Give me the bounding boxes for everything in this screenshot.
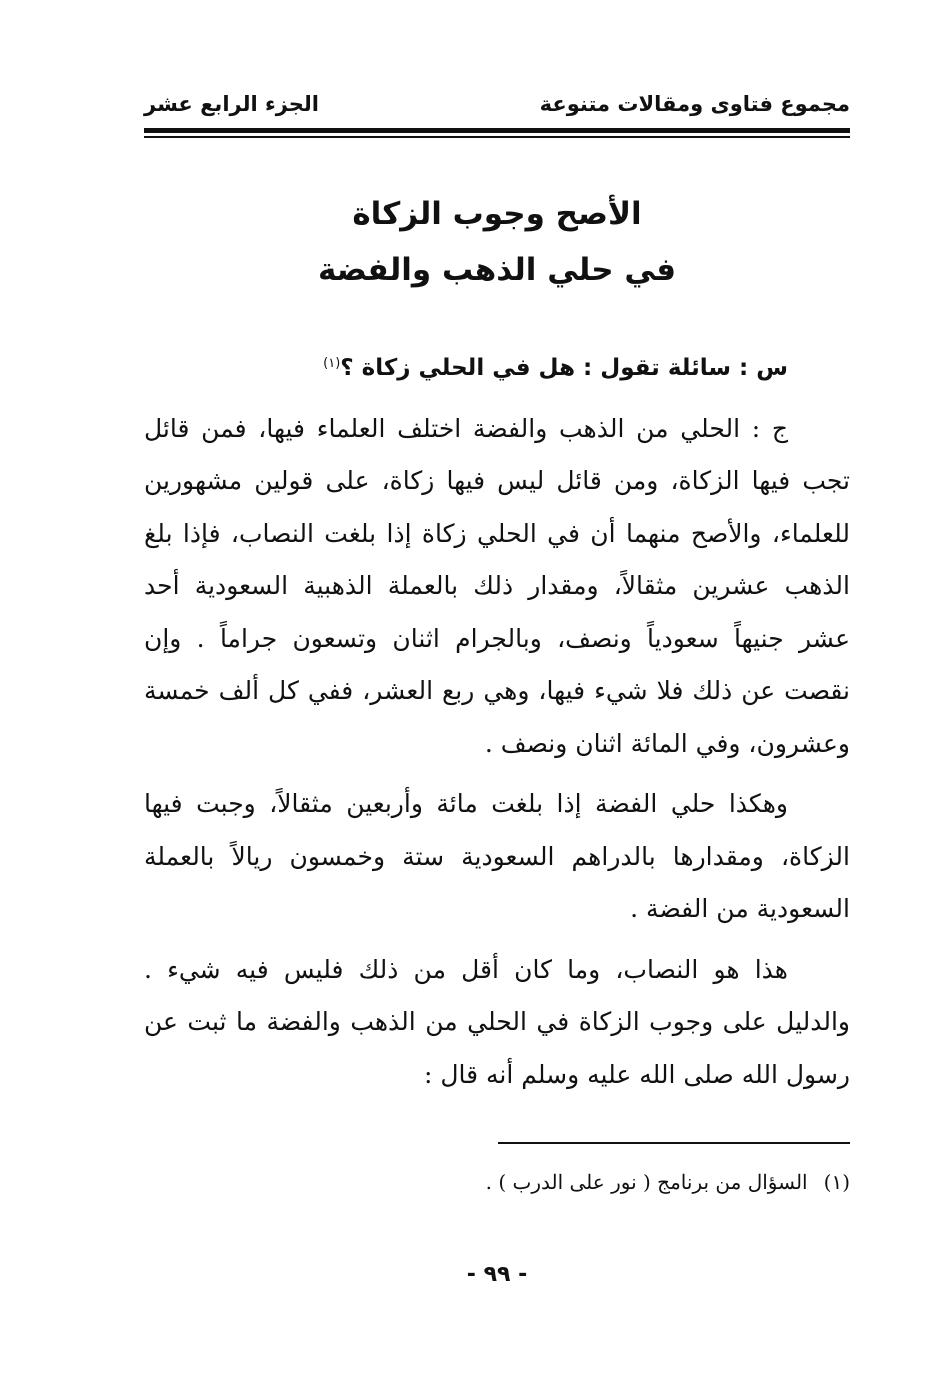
header-rule-thick [144, 128, 850, 133]
footnote-number: (١) [823, 1170, 850, 1194]
footnote [144, 1166, 850, 1198]
question-line [144, 342, 850, 395]
footnote-separator [498, 1142, 850, 1144]
answer-paragraph: ج : الحلي من الذهب والفضة اختلف العلماء فيها، فمن قائل تجب فيها الزكاة، ومن قائل ليس فيها زكاة، على قولين مشهورين للعلماء، والأصح منهما أن في الحلي زكاة إذا بلغت النصاب، فإذا بلغ الذهب عشرين مثقالاً، ومقدار ذلك بالعملة الذهبية السعودية أحد عشر جنيهاً سعودياً ونصف، وبالجرام اثنان وتسعون جراماً . وإن نقصت عن ذلك فلا شيء فيها، وهي ربع العشر، ففي كل ألف خمسة وعشرون، وفي المائة اثنان ونصف . [144, 413, 850, 758]
title-line-1: الأصح وجوب الزكاة [352, 196, 642, 232]
page-number: - ٩٩ - [466, 1262, 528, 1287]
running-header [144, 84, 850, 124]
article-title [144, 186, 850, 298]
silver-paragraph: وهكذا حلي الفضة إذا بلغت مائة وأربعين مثقالاً، وجبت فيها الزكاة، ومقدارها بالدراهم السعودية ستة وخمسون ريالاً بالعملة السعودية من الفضة . [144, 789, 850, 923]
article-body [144, 342, 850, 1101]
footnote-text: السؤال من برنامج ( نور على الدرب ) . [485, 1170, 808, 1194]
header-rule-thin [144, 136, 850, 138]
footnote-ref: (١) [323, 356, 341, 371]
book-title: مجموع فتاوى ومقالات متنوعة [539, 92, 850, 116]
volume-label: الجزء الرابع عشر [144, 92, 319, 116]
evidence-paragraph: هذا هو النصاب، وما كان أقل من ذلك فليس فيه شيء . والدليل على وجوب الزكاة في الحلي من الذهب والفضة ما ثبت عن رسول الله صلى الله عليه وسلم أنه قال : [144, 954, 851, 1089]
title-line-2: في حلي الذهب والفضة [317, 252, 677, 288]
question-text: س : سائلة تقول : هل في الحلي زكاة ؟ [340, 355, 788, 381]
